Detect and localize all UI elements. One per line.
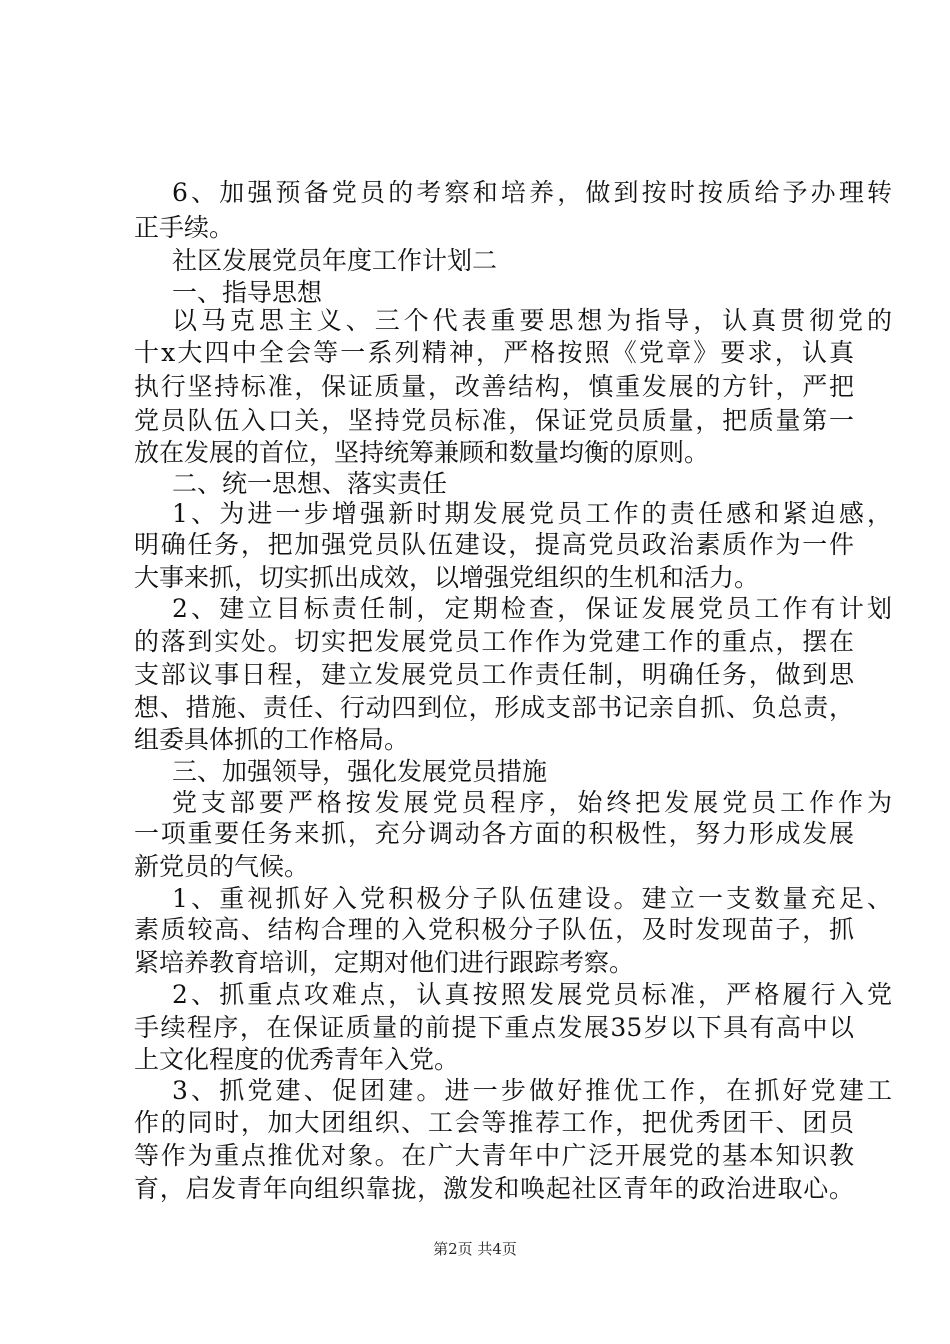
heading-strengthen-leadership: 三、加强领导，强化发展党员措施 — [172, 757, 548, 786]
paragraph-line: 1、为进一步增强新时期发展党员工作的责任感和紧迫感， — [172, 499, 892, 528]
heading-guiding-ideology: 一、指导思想 — [172, 278, 323, 307]
paragraph-line: 放在发展的首位，坚持统筹兼顾和数量均衡的原则。 — [134, 438, 710, 467]
paragraph-line: 新党员的气候。 — [134, 852, 310, 881]
paragraph-line: 的落到实处。切实把发展党员工作作为党建工作的重点，摆在 — [134, 627, 854, 656]
paragraph-line: 明确任务，把加强党员队伍建设，提高党员政治素质作为一件 — [134, 530, 854, 559]
paragraph-line: 育，启发青年向组织靠拢，激发和唤起社区青年的政治进取心。 — [134, 1174, 854, 1203]
paragraph-line: 十x大四中全会等一系列精神，严格按照《党章》要求，认真 — [134, 338, 854, 367]
paragraph-line: 作的同时，加大团组织、工会等推荐工作，把优秀团干、团员 — [134, 1108, 854, 1137]
paragraph-line: 2、建立目标责任制，定期检查，保证发展党员工作有计划 — [172, 594, 892, 623]
paragraph-line: 以马克思主义、三个代表重要思想为指导，认真贯彻党的 — [172, 306, 892, 335]
paragraph-line: 1、重视抓好入党积极分子队伍建设。建立一支数量充足、 — [172, 884, 892, 913]
page-number-footer: 第2页 共4页 — [433, 1240, 517, 1258]
paragraph-line: 手续程序，在保证质量的前提下重点发展35岁以下具有高中以 — [134, 1013, 854, 1042]
paragraph-line: 支部议事日程，建立发展党员工作责任制，明确任务，做到思 — [134, 660, 854, 689]
paragraph-line: 素质较高、结构合理的入党积极分子队伍，及时发现苗子，抓 — [134, 915, 854, 944]
paragraph-line: 等作为重点推优对象。在广大青年中广泛开展党的基本知识教 — [134, 1141, 854, 1170]
paragraph-line: 正手续。 — [134, 213, 235, 242]
paragraph-line: 紧培养教育培训，定期对他们进行跟踪考察。 — [134, 948, 635, 977]
paragraph-line: 一项重要任务来抓，充分调动各方面的积极性，努力形成发展 — [134, 819, 854, 848]
paragraph-line: 3、抓党建、促团建。进一步做好推优工作，在抓好党建工 — [172, 1076, 892, 1105]
paragraph-line: 2、抓重点攻难点，认真按照发展党员标准，严格履行入党 — [172, 980, 892, 1009]
paragraph-line: 6、加强预备党员的考察和培养，做到按时按质给予办理转 — [172, 178, 892, 207]
paragraph-line: 党支部要严格按发展党员程序，始终把发展党员工作作为 — [172, 788, 892, 817]
paragraph-line: 大事来抓，切实抓出成效，以增强党组织的生机和活力。 — [134, 563, 760, 592]
paragraph-line: 执行坚持标准，保证质量，改善结构，慎重发展的方针，严把 — [134, 372, 854, 401]
paragraph-line: 党员队伍入口关，坚持党员标准，保证党员质量，把质量第一 — [134, 406, 854, 435]
paragraph-line: 想、措施、责任、行动四到位，形成支部书记亲自抓、负总责， — [134, 693, 854, 722]
heading-unify-thinking: 二、统一思想、落实责任 — [172, 469, 448, 498]
paragraph-line: 上文化程度的优秀青年入党。 — [134, 1045, 460, 1074]
paragraph-line: 组委具体抓的工作格局。 — [134, 725, 410, 754]
section-title: 社区发展党员年度工作计划二 — [172, 246, 498, 275]
